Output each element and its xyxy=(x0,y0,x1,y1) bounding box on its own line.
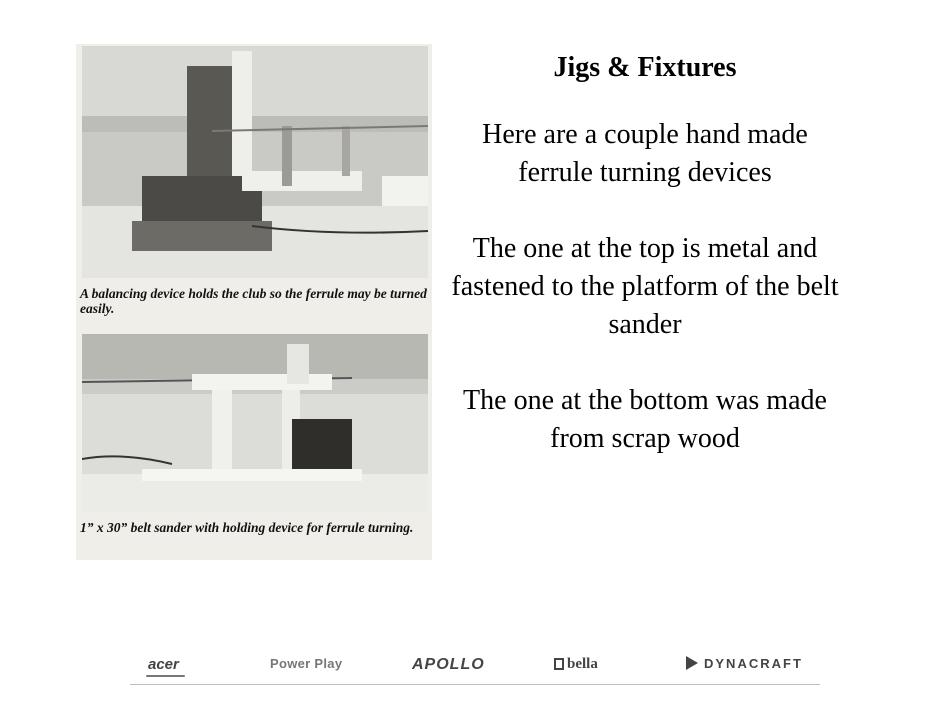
slide-text-column xyxy=(445,46,845,496)
caption-top: A balancing device holds the club so the ferrule may be turned easily. xyxy=(80,286,427,316)
paragraph-metal-jig: The one at the top is metal and fastened to the platform of the belt sander xyxy=(451,233,839,340)
photo-metal-jig xyxy=(82,46,428,278)
bella-mark-icon xyxy=(554,658,564,670)
sponsor-logo-bar xyxy=(130,650,820,685)
metal-jig-photo-graphic xyxy=(82,46,428,278)
caption-bottom: 1” x 30” belt sander with holding device for ferrule turning. xyxy=(80,520,414,535)
paragraph-intro: Here are a couple hand made ferrule turning devices xyxy=(482,119,808,188)
acer-logo: acer xyxy=(148,656,179,673)
dynacraft-logo xyxy=(686,656,803,671)
dynacraft-logo-text: DYNACRAFT xyxy=(704,656,803,671)
photo-wood-jig xyxy=(82,334,428,512)
bella-logo-text: bella xyxy=(567,656,598,672)
slide-title: Jigs & Fixtures xyxy=(553,52,737,83)
paragraph-wood-jig: The one at the bottom was made from scrap wood xyxy=(463,385,827,454)
power-play-logo: Power Play xyxy=(270,656,343,671)
dynacraft-arrow-icon xyxy=(686,656,698,670)
scanned-page xyxy=(76,44,432,560)
apollo-logo: APOLLO xyxy=(412,656,485,673)
bella-logo xyxy=(554,656,598,673)
wood-jig-photo-graphic xyxy=(82,334,428,512)
